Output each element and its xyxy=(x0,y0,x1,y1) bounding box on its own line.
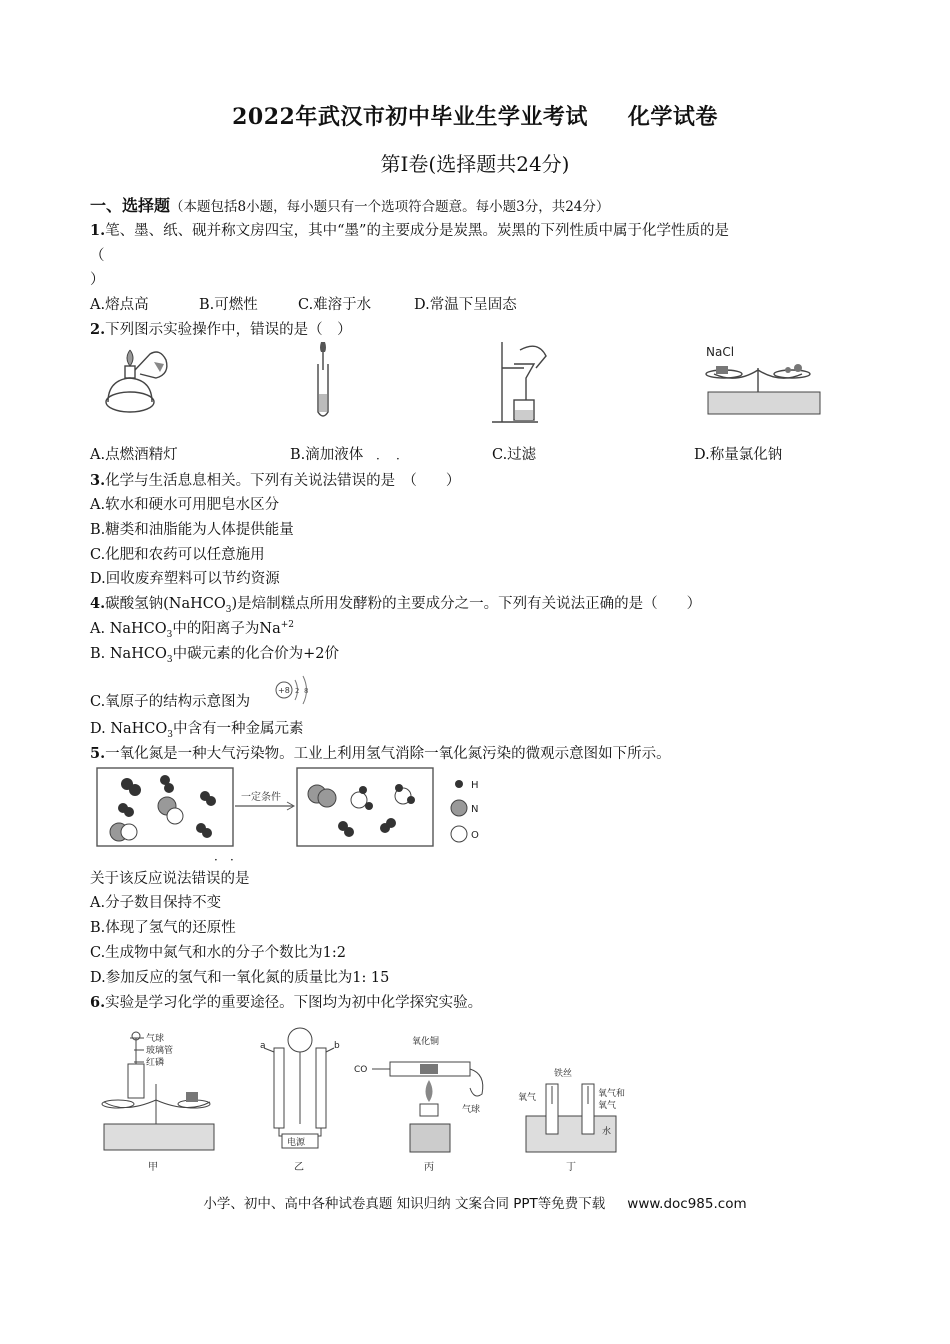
label-oxygen-and: 氧气和 xyxy=(598,1089,626,1099)
page-footer xyxy=(0,1192,950,1212)
q4-option-b-sub: 3 xyxy=(166,654,173,665)
q1-option-a: A.熔点高 xyxy=(90,297,149,313)
title-sub: 化学试卷 xyxy=(627,104,718,130)
q5-option-b: B.体现了氢气的还原性 xyxy=(90,920,236,936)
label-b: b xyxy=(334,1041,340,1051)
footer-text: 小学、初中、高中各种试卷真题 知识归纳 文案合同 PPT等免费下载 xyxy=(203,1196,606,1212)
q4-option-d-text2: 中含有一种金属元素 xyxy=(173,721,304,737)
q4-option-b xyxy=(90,642,339,665)
caption-yi: 乙 xyxy=(294,1162,304,1173)
q4-option-a xyxy=(90,617,294,640)
atom-nucleus-label: +8 xyxy=(278,686,290,695)
q3-option-c: C.化肥和农药可以任意施用 xyxy=(90,547,265,563)
q4-option-a-sup: +2 xyxy=(280,620,295,631)
title-main: 2022年武汉市初中毕业生学业考试 xyxy=(232,104,588,130)
q2-option-a: A.点燃酒精灯 xyxy=(90,447,178,463)
q1-option-c: C.难溶于水 xyxy=(298,297,372,313)
legend-n: N xyxy=(471,804,479,815)
q1-number: 1. xyxy=(90,222,106,239)
label-co: CO xyxy=(354,1065,368,1075)
q4-text-a: 碳酸氢钠(NaHCO xyxy=(105,596,226,612)
q4-option-a-text2: 中的阳离子为Na xyxy=(172,621,281,637)
atom-shell1: 2 xyxy=(295,687,300,695)
q3-text: 化学与生活息息相关。下列有关说法错误的是 （ ） xyxy=(105,473,461,489)
q4-option-d xyxy=(90,717,304,740)
q5-question: 关于该反应说法错误的是 xyxy=(90,871,250,887)
section-title: 第Ⅰ卷(选择题共24分) xyxy=(380,152,570,176)
label-oxygen-2: 氧气 xyxy=(598,1101,617,1111)
emphasis-dot: · xyxy=(214,853,218,867)
label-iron-wire: 铁丝 xyxy=(554,1069,573,1079)
label-oxygen: 氧气 xyxy=(518,1093,537,1103)
legend-h: H xyxy=(471,780,479,791)
oxygen-atom-diagram xyxy=(272,670,322,710)
q3-option-b: B.糖类和油脂能为人体提供能量 xyxy=(90,522,294,538)
q1-option-d: D.常温下呈固态 xyxy=(414,297,517,313)
figure-bing xyxy=(354,1035,483,1173)
q6-figures xyxy=(94,1024,654,1174)
atom-shell2: 8 xyxy=(304,687,309,695)
figure-yi xyxy=(260,1028,340,1173)
q5-option-a: A.分子数目保持不变 xyxy=(90,895,222,911)
q3-stem xyxy=(90,469,460,490)
emphasis-dot: · xyxy=(396,452,400,466)
arrow-condition-label: 一定条件 xyxy=(241,792,281,803)
q5-number: 5. xyxy=(90,745,106,762)
q2-option-d: D.称量氯化钠 xyxy=(694,447,783,463)
label-copper-oxide: 氧化铜 xyxy=(412,1037,440,1047)
q6-text: 实验是学习化学的重要途径。下图均为初中化学探究实验。 xyxy=(105,995,483,1011)
dropper-tube-figure xyxy=(308,340,338,420)
alcohol-lamp-figure xyxy=(100,340,180,420)
caption-bing: 丙 xyxy=(424,1162,434,1173)
q1-option-b: B.可燃性 xyxy=(199,297,258,313)
q5-option-d: D.参加反应的氢气和一氧化氮的质量比为1: 15 xyxy=(90,970,390,986)
q5-stem xyxy=(90,742,671,763)
q4-sub: 3 xyxy=(225,604,232,615)
legend-o: O xyxy=(471,830,479,841)
filtration-figure xyxy=(480,338,560,428)
q1-paren-open: （ xyxy=(90,248,105,264)
caption-jia: 甲 xyxy=(148,1162,158,1173)
q3-option-a: A.软水和硬水可用肥皂水区分 xyxy=(90,497,280,513)
q5-option-c: C.生成物中氮气和水的分子个数比为1:2 xyxy=(90,945,347,961)
q1-paren-close: ） xyxy=(90,272,105,288)
q2-number: 2. xyxy=(90,321,106,338)
label-red-phosphorus: 红磷 xyxy=(146,1058,165,1068)
q4-option-c: C.氧原子的结构示意图为 xyxy=(90,694,251,710)
label-balloon: 气球 xyxy=(146,1034,165,1044)
q1-stem xyxy=(90,219,729,240)
label-water: 水 xyxy=(602,1127,612,1137)
label-glass-tube: 玻璃管 xyxy=(146,1046,174,1056)
q6-number: 6. xyxy=(90,994,106,1011)
q4-option-b-text1: B. NaHCO xyxy=(90,646,167,662)
q4-text-b: )是焙制糕点所用发酵粉的主要成分之一。下列有关说法正确的是（ ） xyxy=(231,596,702,612)
q2-option-b: B.滴加液体 xyxy=(290,447,364,463)
q4-option-a-text1: A. NaHCO xyxy=(90,621,167,637)
caption-ding: 丁 xyxy=(566,1162,576,1173)
q2-stem xyxy=(90,318,352,339)
q4-option-a-sub: 3 xyxy=(166,629,173,640)
reaction-diagram xyxy=(95,766,495,850)
q3-option-d: D.回收废弃塑料可以节约资源 xyxy=(90,571,280,587)
label-balloon-2: 气球 xyxy=(462,1105,481,1115)
q2-option-c: C.过滤 xyxy=(492,447,537,463)
figure-ding xyxy=(518,1067,625,1173)
figure-jia xyxy=(102,1032,214,1173)
q6-stem xyxy=(90,991,482,1012)
part-heading xyxy=(90,193,609,216)
emphasis-dot: · xyxy=(376,452,380,466)
q2-text: 下列图示实验操作中，错误的是（ ） xyxy=(105,322,352,338)
part-heading-label: 一、选择题 xyxy=(90,196,171,215)
q4-option-d-text1: D. NaHCO xyxy=(90,721,168,737)
label-power: 电源 xyxy=(287,1138,306,1148)
emphasis-dot: · xyxy=(230,853,234,867)
q4-option-d-sub: 3 xyxy=(167,729,174,740)
footer-url[interactable]: www.doc985.com xyxy=(627,1196,747,1212)
q4-stem xyxy=(90,592,701,615)
q4-number: 4. xyxy=(90,595,106,612)
part-heading-note: （本题包括8小题，每小题只有一个选项符合题意。每小题3分，共24分） xyxy=(170,199,610,215)
nacl-label: NaCl xyxy=(706,345,735,359)
label-a: a xyxy=(260,1041,266,1051)
q3-number: 3. xyxy=(90,472,106,489)
balance-figure xyxy=(698,340,828,420)
q1-text: 笔、墨、纸、砚并称文房四宝，其中“墨”的主要成分是炭黑。炭黑的下列性质中属于化学性质的是 xyxy=(105,223,729,239)
q5-text: 一氧化氮是一种大气污染物。工业上利用氢气消除一氧化氮污染的微观示意图如下所示。 xyxy=(105,746,671,762)
page-title xyxy=(0,100,950,131)
q4-option-b-text2: 中碳元素的化合价为+2价 xyxy=(172,646,339,662)
